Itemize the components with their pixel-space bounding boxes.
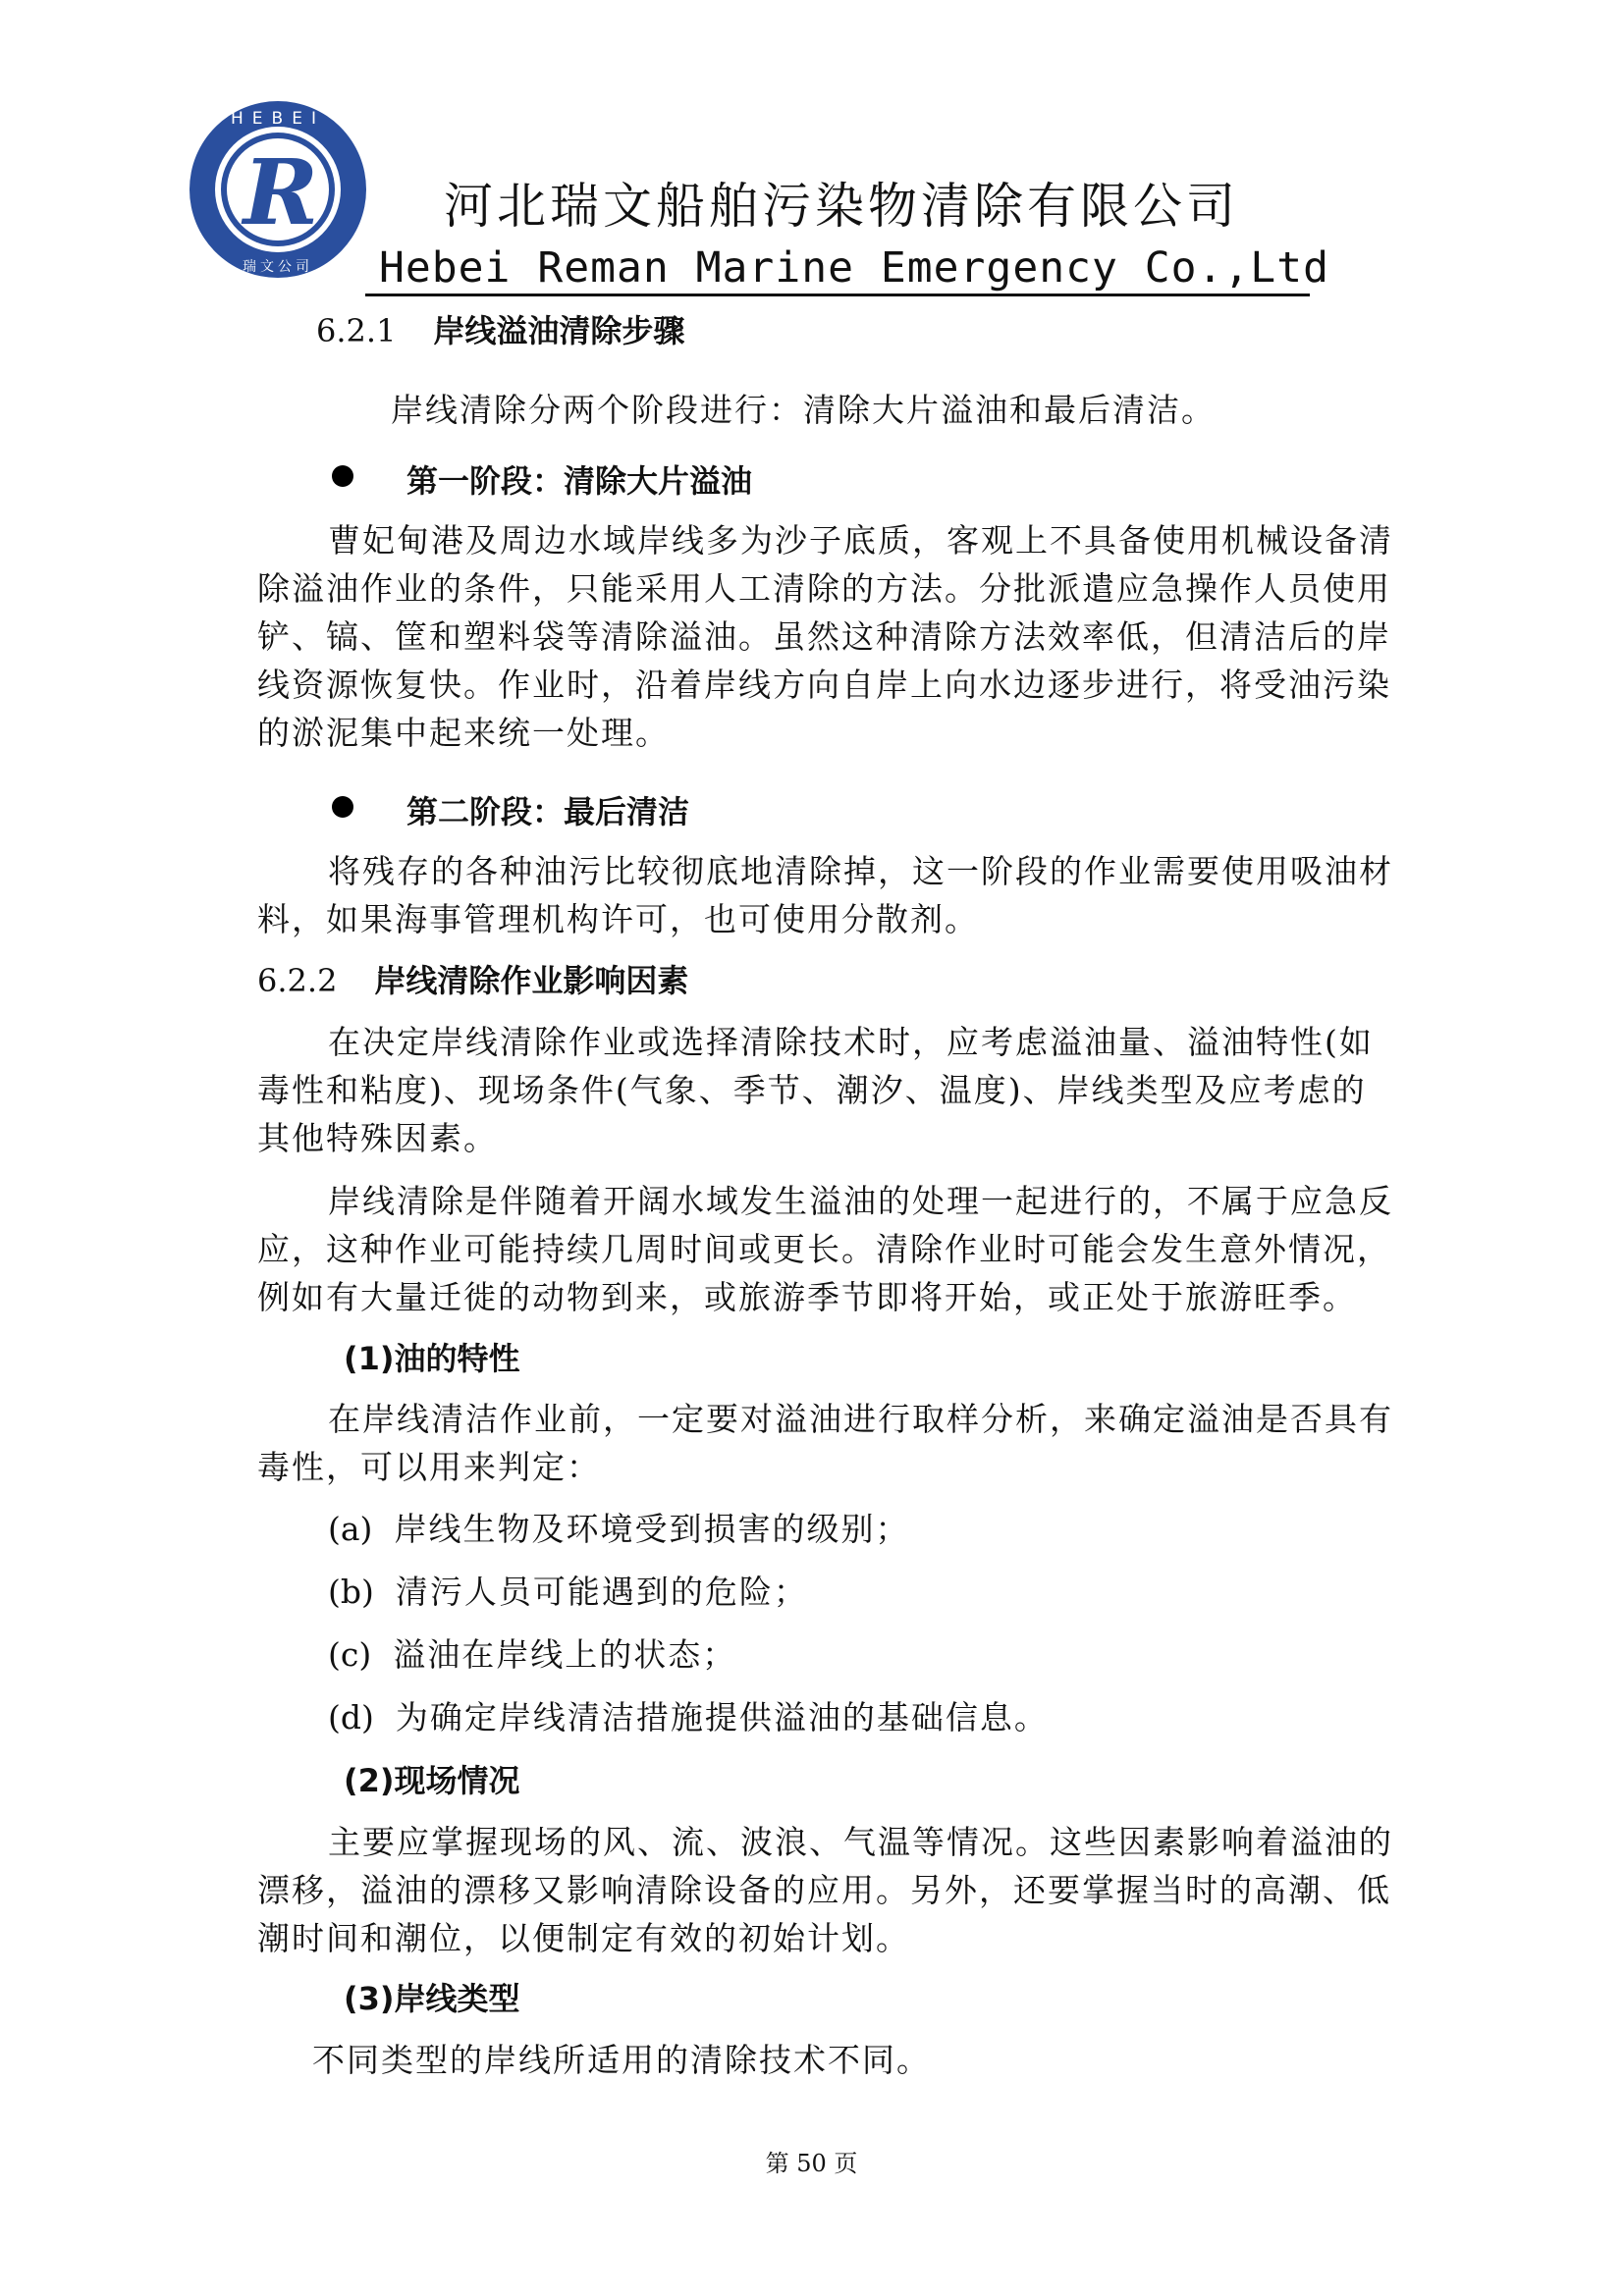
paragraph-line: 的淤泥集中起来统一处理。: [257, 714, 670, 752]
paragraph-line: 主要应掌握现场的风、流、波浪、气温等情况。这些因素影响着溢油的: [328, 1823, 1393, 1861]
company-name-english: Hebei Reman Marine Emergency Co.,Ltd: [379, 243, 1329, 293]
stage-heading-1: 第一阶段：清除大片溢油: [406, 462, 753, 500]
list-item-text: 岸线生物及环境受到损害的级别；: [394, 1510, 910, 1548]
list-item-label: (d): [328, 1698, 374, 1736]
list-item-text: 清污人员可能遇到的危险；: [395, 1573, 808, 1611]
logo-letter: R: [243, 139, 319, 245]
paragraph-line: 例如有大量迁徙的动物到来，或旅游季节即将开始，或正处于旅游旺季。: [257, 1278, 1357, 1316]
paragraph-line: 料，如果海事管理机构许可，也可使用分散剂。: [257, 900, 979, 938]
company-name-chinese: 河北瑞文船舶污染物清除有限公司: [444, 178, 1239, 235]
section-number: 6.2.2: [257, 962, 338, 999]
section-heading-6-2-1: [316, 306, 684, 351]
bullet-icon: [332, 465, 353, 487]
list-item-label: (c): [328, 1635, 372, 1674]
list-item-text: 为确定岸线清洁措施提供溢油的基础信息。: [395, 1698, 1049, 1736]
paragraph-line: 潮时间和潮位，以便制定有效的初始计划。: [257, 1919, 910, 1957]
paragraph-line: 在岸线清洁作业前，一定要对溢油进行取样分析，来确定溢油是否具有: [328, 1400, 1393, 1438]
paragraph-line: 铲、镐、筐和塑料袋等清除溢油。虽然这种清除方法效率低，但清洁后的岸: [257, 617, 1391, 656]
section-number: 6.2.1: [316, 312, 397, 349]
logo-ring-text: HEBEI: [231, 109, 325, 129]
logo-ring-subtext: 瑞文公司: [243, 259, 313, 275]
subsection-heading-1: (1)油的特性: [344, 1340, 520, 1377]
paragraph-line: 除溢油作业的条件，只能采用人工清除的方法。分批派遣应急操作人员使用: [257, 569, 1391, 608]
paragraph-line: 在决定岸线清除作业或选择清除技术时，应考虑溢油量、溢油特性(如: [328, 1023, 1374, 1061]
company-logo: [187, 98, 369, 281]
paragraph-line: 毒性，可以用来判定：: [257, 1448, 601, 1486]
paragraph-line: 漂移，溢油的漂移又影响清除设备的应用。另外，还要掌握当时的高潮、低: [257, 1871, 1391, 1909]
paragraph-line: 岸线清除是伴随着开阔水域发生溢油的处理一起进行的，不属于应急反: [328, 1182, 1393, 1220]
section-title: 岸线溢油清除步骤: [433, 312, 685, 349]
bullet-icon: [332, 796, 353, 818]
stage-heading-2: 第二阶段：最后清洁: [406, 793, 690, 830]
list-item: [328, 1504, 909, 1550]
header-rule: [365, 294, 1310, 296]
paragraph-line: 将残存的各种油污比较彻底地清除掉，这一阶段的作业需要使用吸油材: [328, 852, 1393, 890]
subsection-heading-2: (2)现场情况: [344, 1762, 520, 1799]
paragraph-line: 应，这种作业可能持续几周时间或更长。清除作业时可能会发生意外情况，: [257, 1230, 1391, 1268]
paragraph-line: 其他特殊因素。: [257, 1119, 498, 1157]
paragraph-line: 不同类型的岸线所适用的清除技术不同。: [312, 2041, 931, 2079]
paragraph-line: 曹妃甸港及周边水域岸线多为沙子底质，客观上不具备使用机械设备清: [328, 521, 1393, 560]
list-item: [328, 1629, 736, 1676]
paragraph-line: 线资源恢复快。作业时，沿着岸线方向自岸上向水边逐步进行，将受油污染: [257, 666, 1391, 704]
list-item: [328, 1692, 1049, 1738]
paragraph-line: 岸线清除分两个阶段进行：清除大片溢油和最后清洁。: [391, 391, 1216, 429]
subsection-heading-3: (3)岸线类型: [344, 1980, 520, 2017]
list-item-label: (a): [328, 1510, 373, 1548]
section-title: 岸线清除作业影响因素: [374, 962, 689, 999]
list-item-text: 溢油在岸线上的状态；: [393, 1635, 737, 1674]
list-item: [328, 1567, 808, 1613]
page-number: 第 50 页: [765, 2150, 858, 2177]
paragraph-line: 毒性和粘度)、现场条件(气象、季节、潮汐、温度)、岸线类型及应考虑的: [257, 1071, 1367, 1109]
section-heading-6-2-2: [257, 956, 688, 1001]
list-item-label: (b): [328, 1573, 374, 1611]
